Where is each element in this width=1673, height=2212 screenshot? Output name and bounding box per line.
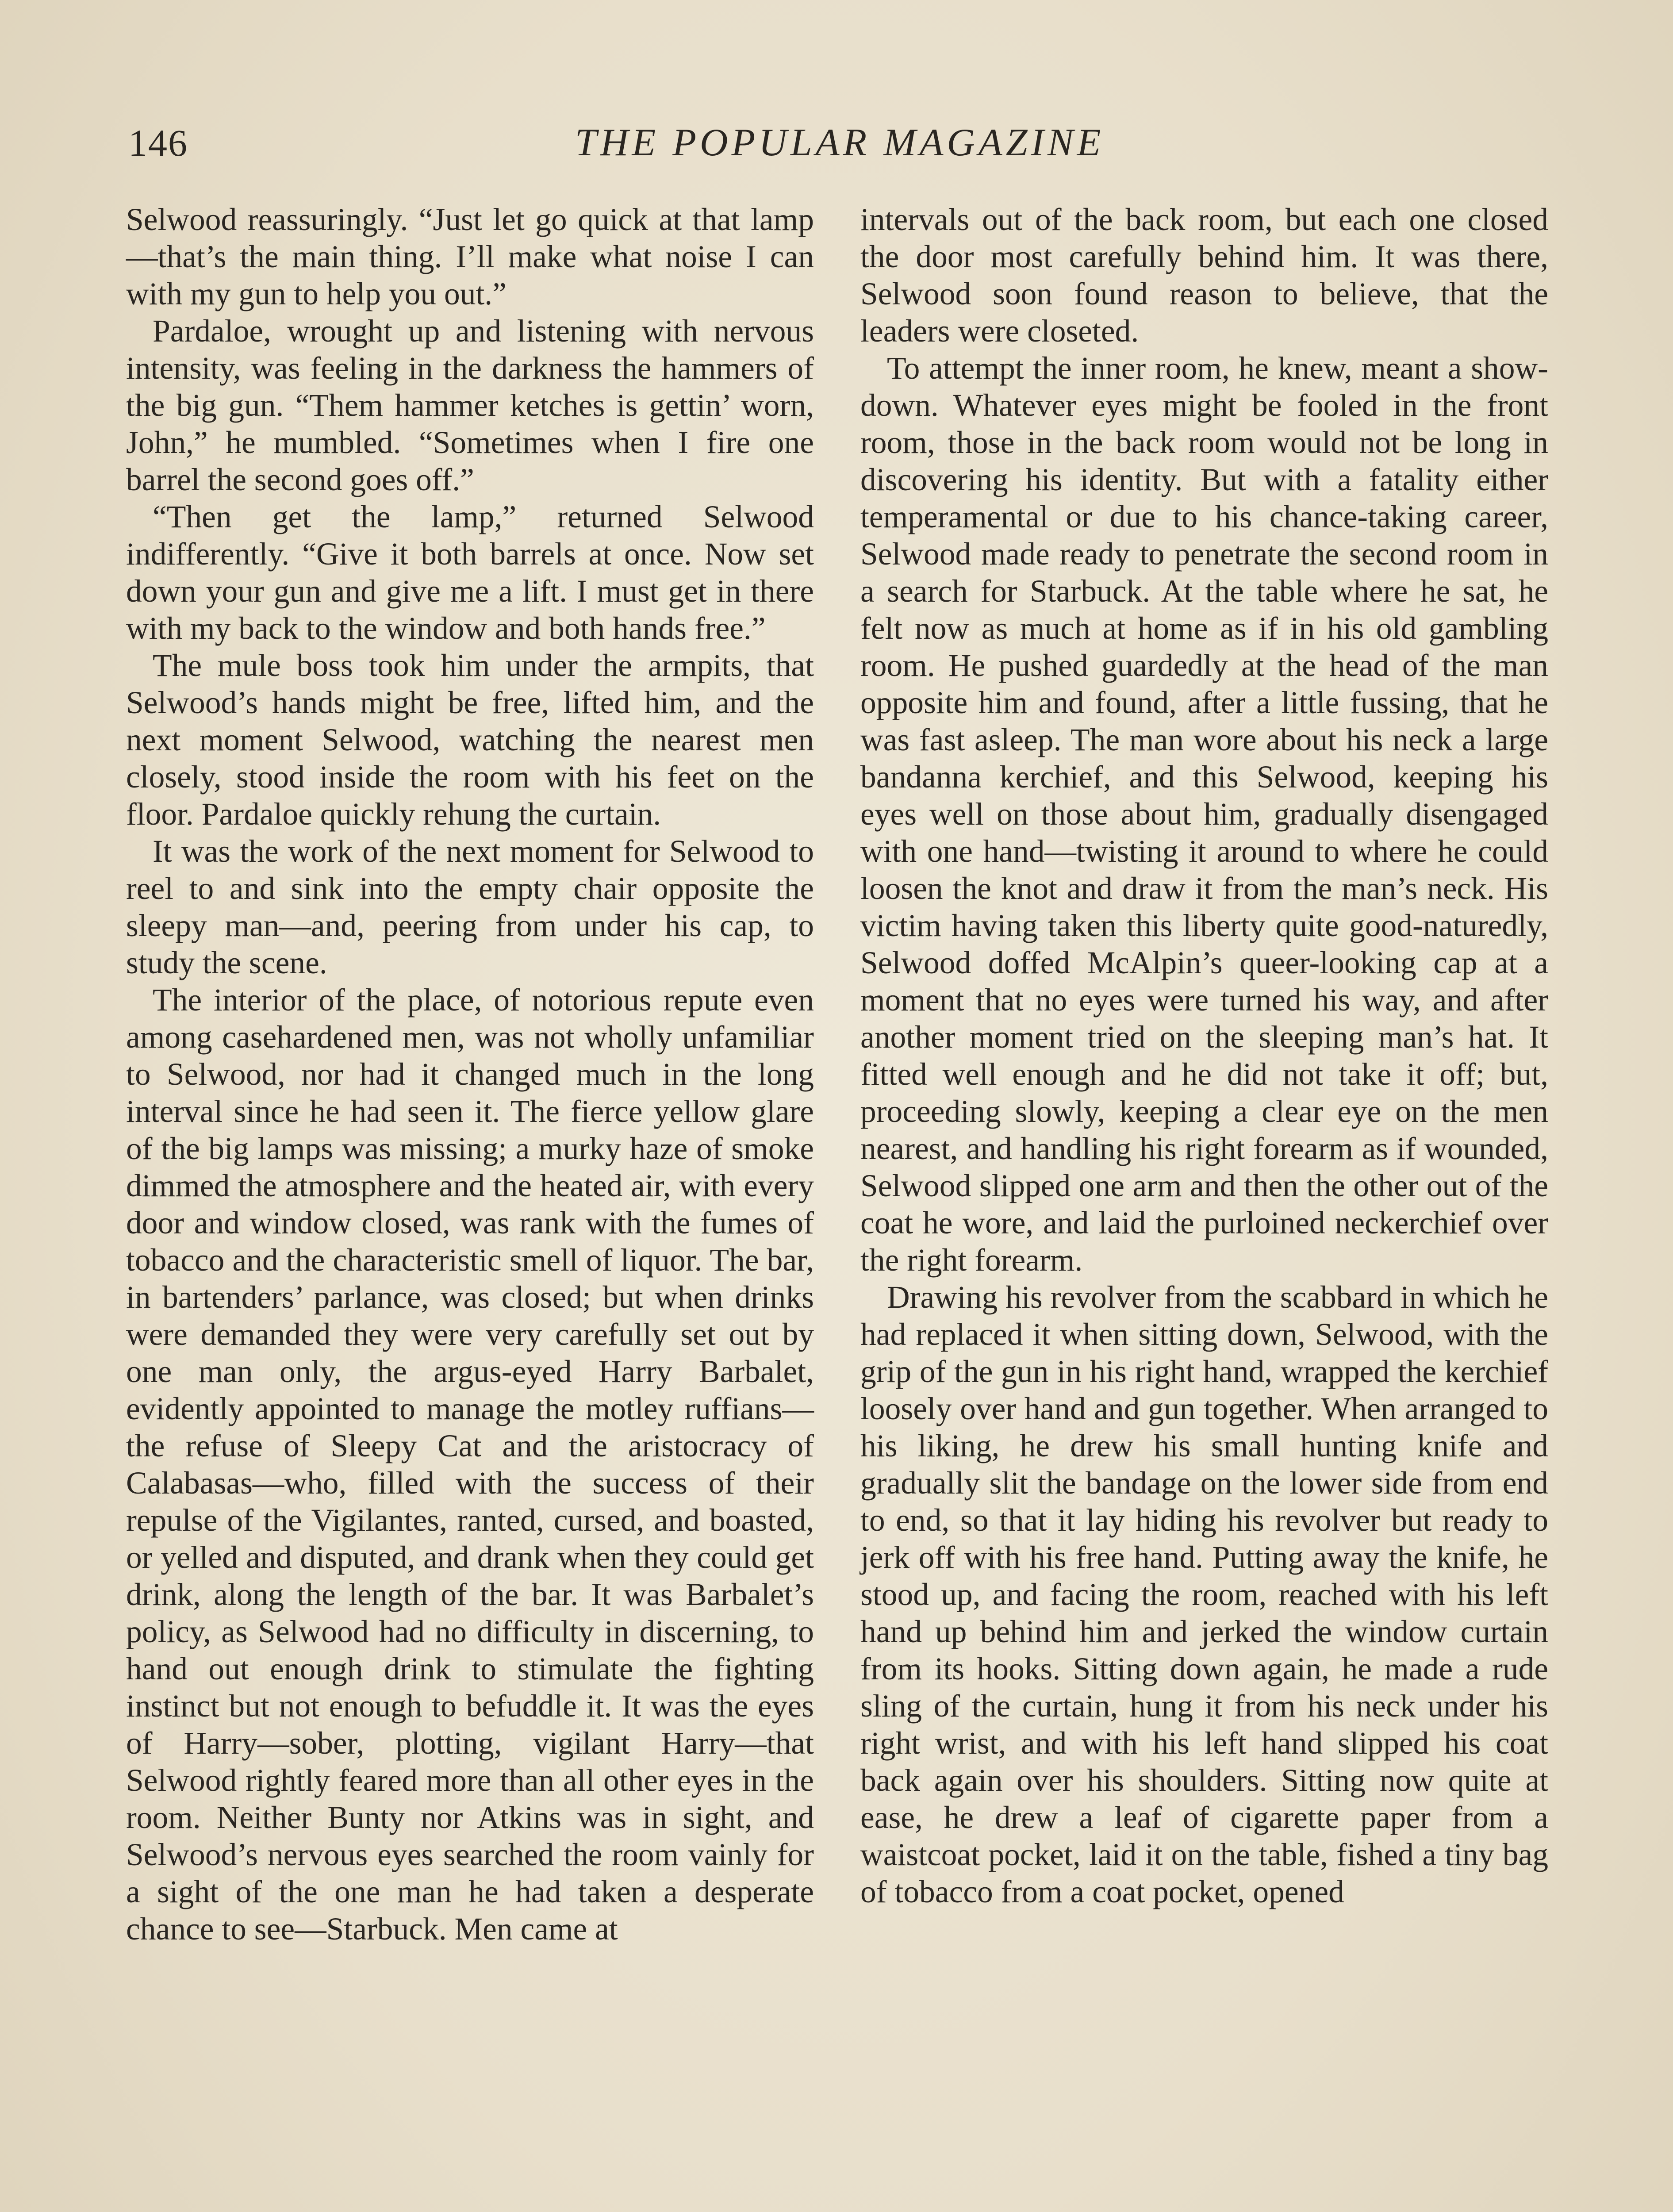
right-column	[860, 201, 1548, 1911]
paragraph: intervals out of the back room, but each one closed the door most carefully behind him. It was there, Selwood soon found reason to believe, that the leaders were closeted.	[860, 202, 1548, 349]
left-column	[126, 201, 814, 1948]
paragraph: “Then get the lamp,” returned Selwood indifferently. “Give it both barrels at once. Now set down your gun and give me a lift. I must get in there with my back to the window and both hands free.”	[126, 499, 814, 646]
paragraph: Selwood reassuringly. “Just let go quick at that lamp—that’s the main thing. I’ll make what noise I can with my gun to help you out.”	[126, 202, 814, 311]
page-header	[128, 119, 1544, 167]
paragraph: To attempt the inner room, he knew, meant a show-down. Whatever eyes might be fooled in the front room, those in the back room would not be long in discovering his identity. But with a fatality either temperamental or due to his chance-taking career, Selwood made ready to penetrate the second room in a search for Starbuck. At the table where he sat, he felt now as much at home as if in his old gambling room. He pushed guardedly at the head of the man opposite him and found, after a little fussing, that he was fast asleep. The man wore about his neck a large bandanna kerchief, and this Selwood, keeping his eyes well on those about him, gradually disengaged with one hand—twisting it around to where he could loosen the knot and draw it from the man’s neck. His victim having taken this liberty quite good-naturedly, Selwood doffed McAlpin’s queer-looking cap at a moment that no eyes were turned his way, and after another moment tried on the sleeping man’s hat. It fitted well enough and he did not take it off; but, proceeding slowly, keeping a clear eye on the men nearest, and handling his right forearm as if wounded, Selwood slipped one arm and then the other out of the coat he wore, and laid the purloined neckerchief over the right forearm.	[860, 351, 1548, 1278]
paragraph: The mule boss took him under the armpits, that Selwood’s hands might be free, lifted him, and the next moment Selwood, watching the nearest men closely, stood inside the room with his feet on the floor. Pardaloe quickly rehung the curtain.	[126, 648, 814, 832]
paragraph: Drawing his revolver from the scabbard in which he had replaced it when sitting down, Selwood, with the grip of the gun in his right hand, wrapped the kerchief loosely over hand and gun together. When arranged to his liking, he drew his small hunting knife and gradually slit the bandage on the lower side from end to end, so that it lay hiding his revolver but ready to jerk off with his free hand. Putting away the knife, he stood up, and facing the room, reached with his left hand up behind him and jerked the window curtain from its hooks. Sitting down again, he made a rude sling of the curtain, hung it from his neck under his right wrist, and with his left hand slipped his coat back again over his shoulders. Sitting now quite at ease, he drew a leaf of cigarette paper from a waistcoat pocket, laid it on the table, fished a tiny bag of tobacco from a coat pocket, opened	[860, 1280, 1548, 1909]
running-title: THE POPULAR MAGAZINE	[575, 121, 1105, 164]
paragraph: The interior of the place, of notorious repute even among casehardened men, was not wholly unfamiliar to Selwood, nor had it changed much in the long interval since he had seen it. The fierce yellow glare of the big lamps was missing; a murky haze of smoke dimmed the atmosphere and the heated air, with every door and window closed, was rank with the fumes of tobacco and the characteristic smell of liquor. The bar, in bartenders’ parlance, was closed; but when drinks were demanded they were very carefully set out by one man only, the argus-eyed Harry Barbalet, evidently appointed to manage the motley ruffians—the refuse of Sleepy Cat and the aristocracy of Calabasas—who, filled with the success of their repulse of the Vigilantes, ranted, cursed, and boasted, or yelled and disputed, and drank when they could get drink, along the length of the bar. It was Barbalet’s policy, as Selwood had no difficulty in discerning, to hand out enough drink to stimulate the fighting instinct but not enough to befuddle it. It was the eyes of Harry—sober, plotting, vigilant Harry—that Selwood rightly feared more than all other eyes in the room. Neither Bunty nor Atkins was in sight, and Selwood’s nervous eyes searched the room vainly for a sight of the one man he had taken a desperate chance to see—Starbuck. Men came at	[126, 983, 814, 1947]
paragraph: Pardaloe, wrought up and listening with nervous intensity, was feeling in the darkness the hammers of the big gun. “Them hammer ketches is gettin’ worn, John,” he mumbled. “Sometimes when I fire one barrel the second goes off.”	[126, 314, 814, 497]
page-number: 146	[128, 122, 188, 164]
paragraph: It was the work of the next moment for Selwood to reel to and sink into the empty chair opposite the sleepy man—and, peering from under his cap, to study the scene.	[126, 834, 814, 980]
